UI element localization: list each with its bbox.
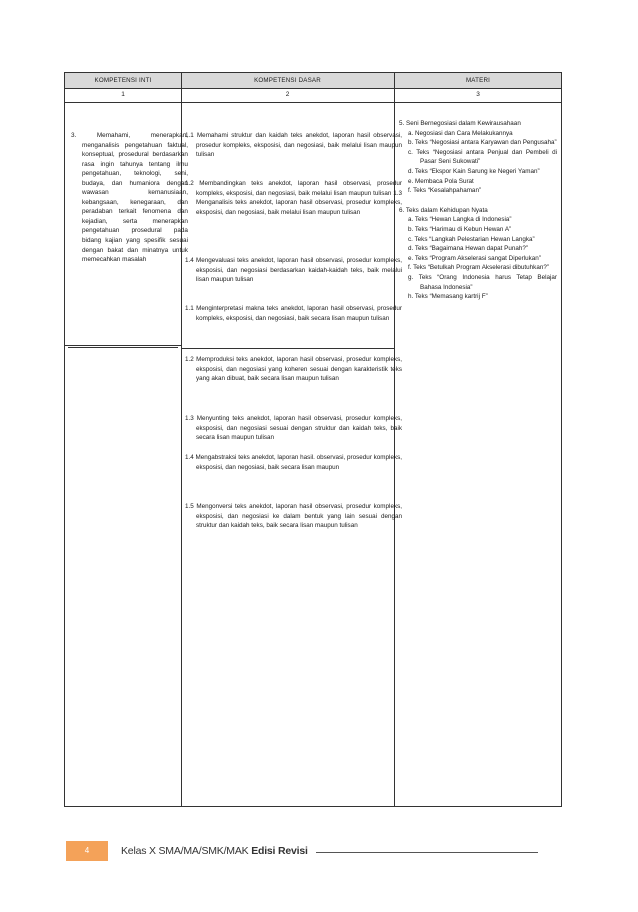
materi-item: b. Teks “Negosiasi antara Karyawan dan Pengusaha” [408,139,557,147]
materi-item: a. Negosiasi dan Cara Melakukannya [408,129,513,137]
materi-section-title: 6. Teks dalam Kehidupan Nyata [399,206,488,214]
kd-item: 1.2 Membandingkan teks anekdot, laporan hasil observasi, prosedur kompleks, eksposisi, dan negosiasi, baik melalui lisan maupun tulisan 1.3 Menganalisis teks anekdot, laporan hasil observasi, prosedur kompleks, eksposisi, dan negosiasi, baik melalui lisan maupun tulisan [185,180,402,216]
footer-class-label: Kelas X SMA/MA/SMK/MAK [121,845,249,857]
materi-item: f. Teks “Kesalahpahaman” [408,187,482,195]
materi-item: c. Teks “Langkah Pelestarian Hewan Langka” [408,235,535,243]
materi-item: d. Teks “Bagaimana Hewan dapat Punah?” [408,245,528,253]
materi-item: c. Teks “Negosiasi antara Penjual dan Pembeli di Pasar Seni Sukowati” [408,148,557,166]
header-kompetensi-dasar: KOMPETENSI DASAR [254,77,321,84]
column-number-2: 2 [285,91,290,98]
materi-column [399,119,557,302]
materi-item: e. Membaca Pola Surat [408,177,474,185]
kd-item: 1.3 Menyunting teks anekdot, laporan hasil observasi, prosedur kompleks, eksposisi, dan negosiasi sesuai dengan struktur dan kaidah teks, baik secara lisan maupun tulisan [185,415,402,442]
footer-rule [316,852,538,853]
materi-item: a. Teks “Hewan Langka di Indonesia” [408,216,512,224]
footer-edition-label: Edisi Revisi [251,845,308,857]
curriculum-table [64,72,562,807]
materi-item: g. Teks “Orang Indonesia harus Tetap Belajar Bahasa Indonesia” [408,273,557,291]
header-materi: MATERI [465,77,491,84]
page-number-badge: 4 [66,841,108,861]
materi-item: f. Teks “Betulkah Program Akselerasi dibutuhkan?” [408,264,549,272]
materi-item: e. Teks “Program Akselerasi sangat Diperlukan” [408,254,541,262]
row-divider [181,348,394,349]
kd-item: 1.4 Mengabstraksi teks anekdot, laporan hasil. observasi, prosedur kompleks, eksposisi, dan negosiasi, baik secara lisan maupun [185,454,403,471]
kd-item: 1.4 Mengevaluasi teks anekdot, laporan hasil observasi, prosedur kompleks, eksposisi, dan negosiasi berdasarkan kaidah-kaidah teks, baik melalui lisan maupun tulisan [185,257,402,284]
header-kompetensi-inti: KOMPETENSI INTI [94,77,152,84]
footer-title [121,845,308,857]
kompetensi-inti-text: 3. Memahami, menerapkan, menganalisis pengetahuan faktual, konseptual, prosedural berdasarkan rasa ingin tahunya tentang ilmu pengetahuan, teknologi, seni, budaya, dan humaniora dengan wawasan kemanusiaan, kebangsaan, kenegaraan, dan peradaban terkait fenomena dan kejadian, serta menerapkan pengetahuan prosedural pada bidang kajian yang spesifik sesuai dengan bakat dan minatnya untuk memecahkan masalah [71,132,188,264]
row-divider [65,345,181,346]
kd-item: 1.2 Memproduksi teks anekdot, laporan hasil observasi, prosedur kompleks, eksposisi, dan negosiasi yang koheren sesuai dengan karakteristik teks yang akan dibuat, baik secara lisan maupun tulisan [185,356,402,383]
materi-section-title: 5. Seni Bernegosiasi dalam Kewirausahaan [399,120,521,127]
kd-item: 1.1 Menginterpretasi makna teks anekdot, laporan hasil observasi, prosedur kompleks, eksposisi, dan negosiasi, baik secara lisan maupun tulisan [185,305,402,322]
column-number-3: 3 [476,91,480,98]
materi-item: b. Teks “Harimau di Kebun Hewan A” [408,225,512,233]
kd-item: 1.5 Mengonversi teks anekdot, laporan hasil observasi, prosedur kompleks, eksposisi, dan negosiasi ke dalam bentuk yang lain sesuai dengan struktur dan kaidah teks, baik secara lisan maupun tulisan [185,503,402,530]
materi-item: d. Teks “Ekspor Kain Sarung ke Negeri Yaman” [408,167,540,175]
row-divider [68,347,178,348]
materi-item: h. Teks “Memasang kartrij F” [408,293,488,301]
kd-item: 1.1 Memahami struktur dan kaidah teks anekdot, laporan hasil observasi, prosedur kompleks, eksposisi, dan negosiasi, baik melalui lisan maupun tulisan [185,132,402,159]
column-number-1: 1 [121,91,125,98]
